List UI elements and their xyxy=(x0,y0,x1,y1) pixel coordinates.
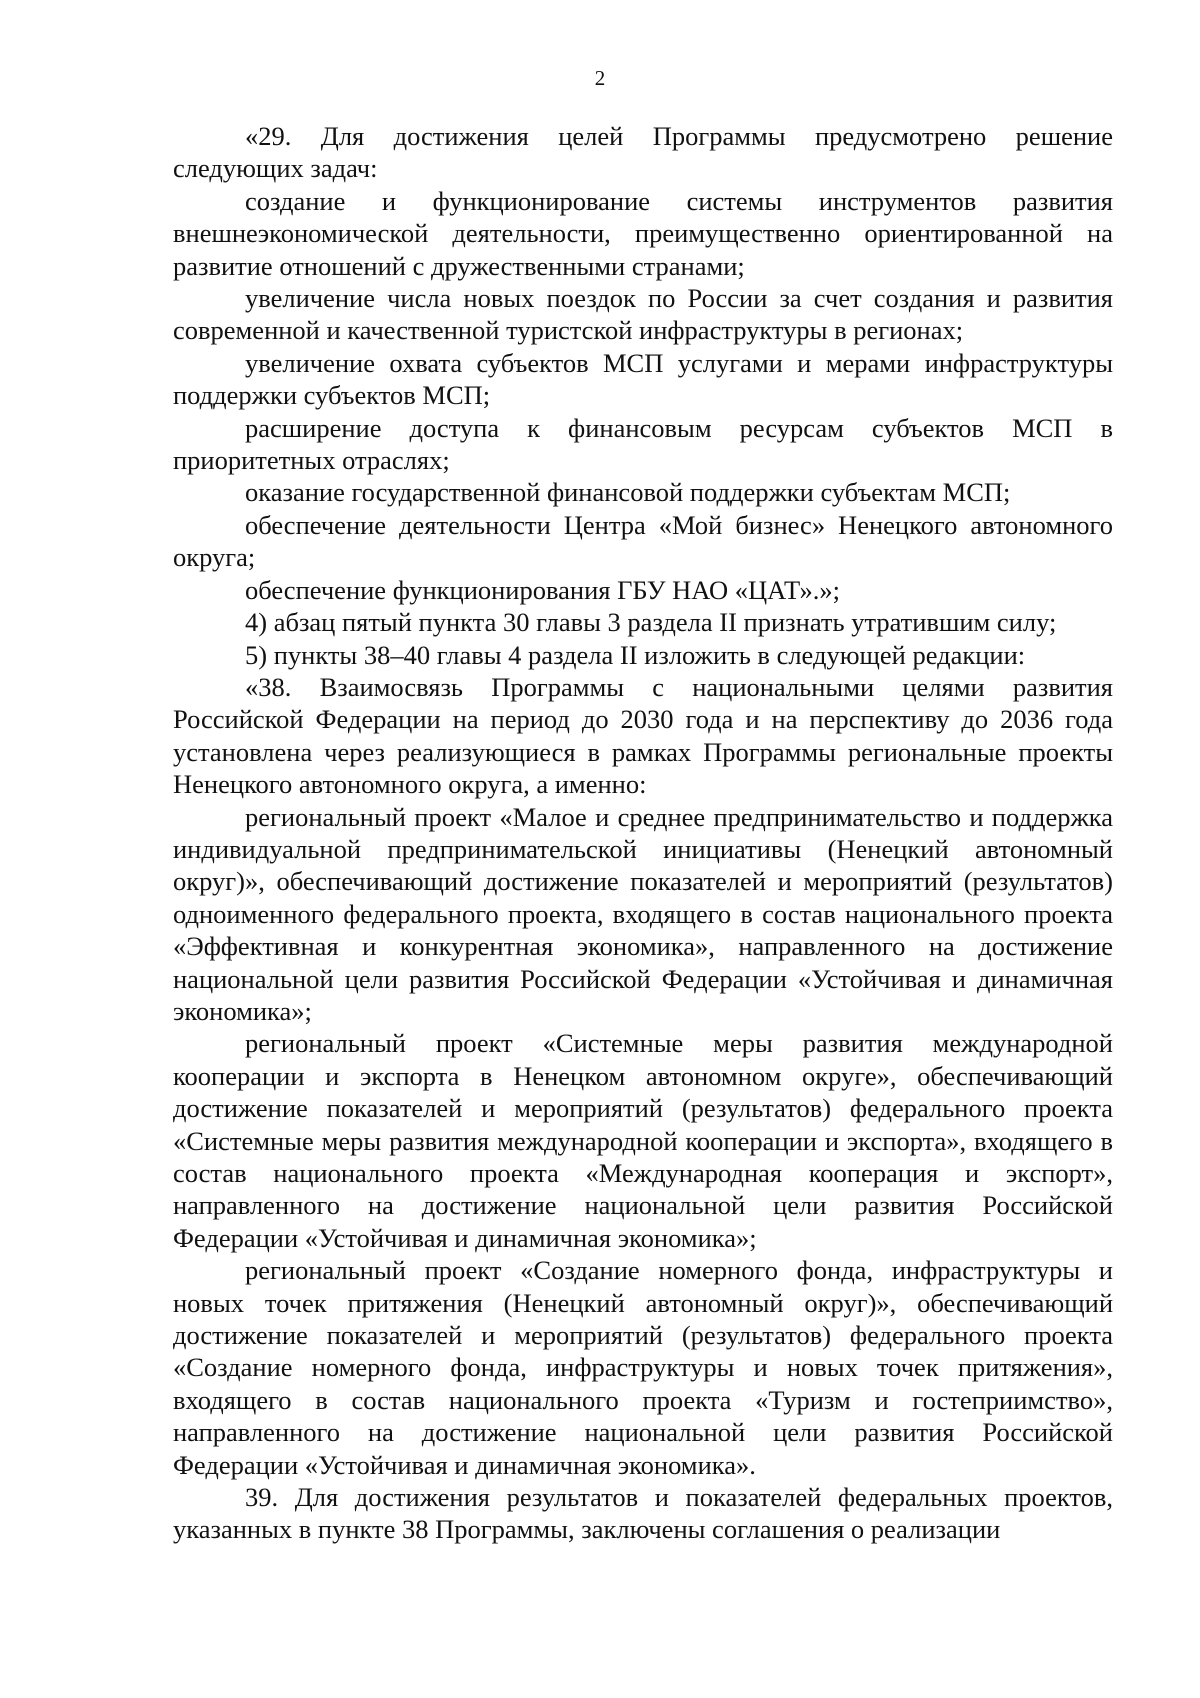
regional-project-item: региональный проект «Малое и среднее предпринимательство и поддержка индивидуальной предпринимательской инициативы (Ненецкий автономный округ)», обеспечивающий достижение показателей и мероприятий (результатов) одноименного федерального проекта, входящего в состав национального проекта «Эффективная и конкурентная экономика», направленного на достижение национальной цели развития Российской Федерации «Устойчивая и динамичная экономика»; xyxy=(173,801,1113,1026)
task-item: обеспечение деятельности Центра «Мой бизнес» Ненецкого автономного округа; xyxy=(173,509,1113,573)
paragraph-29-intro: «29. Для достижения целей Программы предусмотрено решение следующих задач: xyxy=(173,121,1113,184)
regional-project-item: региональный проект «Системные меры развития международной кооперации и экспорта в Ненецком автономном округе», обеспечивающий достижение показателей и мероприятий (результатов) федерального проекта «Системные меры развития международной кооперации и экспорта», входящего в состав национального проекта «Международная кооперация и экспорт», направленного на достижение национальной цели развития Российской Федерации «Устойчивая и динамичная экономика»; xyxy=(173,1028,1113,1253)
task-item: обеспечение функционирования ГБУ НАО «ЦАТ».»; xyxy=(245,574,840,605)
amendment-item: 5) пункты 38–40 главы 4 раздела II изложить в следующей редакции: xyxy=(245,639,1026,670)
regional-project-item: региональный проект «Создание номерного фонда, инфраструктуры и новых точек притяжения (Ненецкий автономный округ)», обеспечивающий достижение показателей и мероприятий (результатов) федерального проекта «Создание номерного фонда, инфраструктуры и новых точек притяжения», входящего в состав национального проекта «Туризм и гостеприимство», направленного на достижение национальной цели развития Российской Федерации «Устойчивая и динамичная экономика». xyxy=(173,1255,1113,1480)
task-item: создание и функционирование системы инструментов развития внешнеэкономической деятельности, преимущественно ориентированной на развитие отношений с дружественными странами; xyxy=(173,185,1113,281)
task-item: увеличение числа новых поездок по России за счет создания и развития современной и качественной туристской инфраструктуры в регионах; xyxy=(173,283,1113,346)
paragraph-39: 39. Для достижения результатов и показателей федеральных проектов, указанных в пункте 38 Программы, заключены соглашения о реализации xyxy=(173,1482,1113,1545)
amendment-item: 4) абзац пятый пункта 30 главы 3 раздела II признать утратившим силу; xyxy=(245,607,1057,638)
paragraph-38: «38. Взаимосвязь Программы с национальными целями развития Российской Федерации на период до 2030 года и на перспективу до 2036 года установлена через реализующиеся в рамках Программы региональные проекты Ненецкого автономного округа, а именно: xyxy=(173,671,1113,800)
document-body xyxy=(173,120,1113,1546)
task-item: расширение доступа к финансовым ресурсам субъектов МСП в приоритетных отраслях; xyxy=(173,412,1113,476)
page-number: 2 xyxy=(594,66,606,90)
task-item: увеличение охвата субъектов МСП услугами и мерами инфраструктуры поддержки субъектов МСП; xyxy=(173,347,1113,411)
task-item: оказание государственной финансовой поддержки субъектам МСП; xyxy=(245,477,1011,508)
